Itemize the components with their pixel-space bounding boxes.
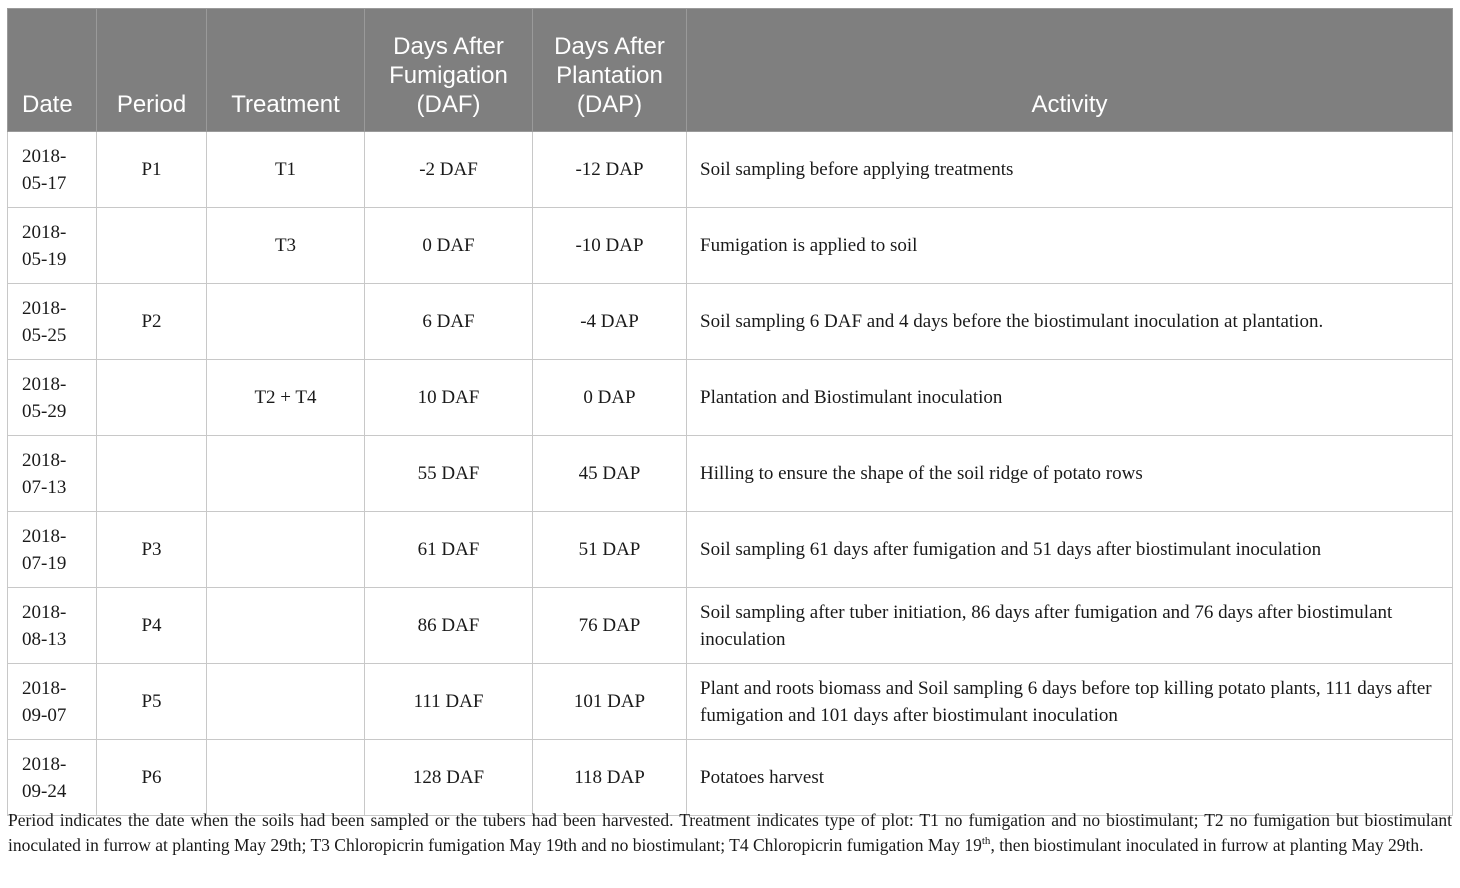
cell-period: P5 — [97, 664, 207, 740]
cell-date: 2018-05-17 — [8, 132, 97, 208]
table-footnote — [8, 808, 1452, 858]
cell-activity: Plantation and Biostimulant inoculation — [687, 360, 1453, 436]
cell-treatment: T3 — [207, 208, 365, 284]
footnote-superscript: th — [981, 835, 991, 848]
header-daf: Days After Fumigation (DAF) — [365, 9, 533, 132]
cell-date: 2018-08-13 — [8, 588, 97, 664]
cell-date: 2018-09-24 — [8, 740, 97, 816]
header-period: Period — [97, 9, 207, 132]
header-activity: Activity — [687, 9, 1453, 132]
cell-dap: 45 DAP — [533, 436, 687, 512]
table-row — [8, 208, 1453, 284]
table-row — [8, 436, 1453, 512]
footnote-text-part2: , then biostimulant inoculated in furrow at planting May 29th. — [990, 835, 1424, 855]
cell-daf: -2 DAF — [365, 132, 533, 208]
cell-daf: 128 DAF — [365, 740, 533, 816]
cell-dap: 118 DAP — [533, 740, 687, 816]
cell-dap: -4 DAP — [533, 284, 687, 360]
cell-activity: Potatoes harvest — [687, 740, 1453, 816]
cell-date: 2018-05-19 — [8, 208, 97, 284]
cell-treatment — [207, 740, 365, 816]
cell-date: 2018-07-13 — [8, 436, 97, 512]
cell-activity: Soil sampling after tuber initiation, 86 days after fumigation and 76 days after biostimulant inoculation — [687, 588, 1453, 664]
cell-daf: 0 DAF — [365, 208, 533, 284]
header-treatment: Treatment — [207, 9, 365, 132]
footnote-text-part1: Period indicates the date when the soils had been sampled or the tubers had been harvested. Treatment indicates type of plot: T1 no fumigation and no biostimulant; T2 no fumigation but biostimulant inoculated in furrow at planting May 29th; T3 Chloropicrin fumigation May 19th and no biostimulant; T4 Chloropicrin fumigation May 19 — [8, 810, 1452, 855]
cell-treatment — [207, 664, 365, 740]
cell-dap: -10 DAP — [533, 208, 687, 284]
cell-date: 2018-05-29 — [8, 360, 97, 436]
cell-treatment — [207, 436, 365, 512]
cell-activity: Soil sampling 61 days after fumigation and 51 days after biostimulant inoculation — [687, 512, 1453, 588]
cell-period: P2 — [97, 284, 207, 360]
cell-date: 2018-05-25 — [8, 284, 97, 360]
cell-daf: 111 DAF — [365, 664, 533, 740]
cell-dap: 51 DAP — [533, 512, 687, 588]
table-header — [8, 9, 1453, 132]
cell-period: P3 — [97, 512, 207, 588]
cell-activity: Soil sampling before applying treatments — [687, 132, 1453, 208]
table-row — [8, 512, 1453, 588]
cell-daf: 10 DAF — [365, 360, 533, 436]
header-date: Date — [8, 9, 97, 132]
table-row — [8, 740, 1453, 816]
table-row — [8, 284, 1453, 360]
cell-treatment: T2 + T4 — [207, 360, 365, 436]
schedule-table — [7, 8, 1453, 816]
table-row — [8, 132, 1453, 208]
cell-activity: Hilling to ensure the shape of the soil ridge of potato rows — [687, 436, 1453, 512]
cell-treatment — [207, 588, 365, 664]
table-row — [8, 588, 1453, 664]
table-row — [8, 664, 1453, 740]
cell-daf: 86 DAF — [365, 588, 533, 664]
cell-dap: 0 DAP — [533, 360, 687, 436]
cell-period: P4 — [97, 588, 207, 664]
header-row — [8, 9, 1453, 132]
cell-activity: Plant and roots biomass and Soil sampling 6 days before top killing potato plants, 111 days after fumigation and 101 days after biostimulant inoculation — [687, 664, 1453, 740]
table-row — [8, 360, 1453, 436]
cell-dap: 76 DAP — [533, 588, 687, 664]
table-body — [8, 132, 1453, 816]
cell-treatment — [207, 284, 365, 360]
cell-period: P1 — [97, 132, 207, 208]
cell-period: P6 — [97, 740, 207, 816]
cell-treatment: T1 — [207, 132, 365, 208]
cell-activity: Soil sampling 6 DAF and 4 days before the biostimulant inoculation at plantation. — [687, 284, 1453, 360]
cell-activity: Fumigation is applied to soil — [687, 208, 1453, 284]
cell-dap: -12 DAP — [533, 132, 687, 208]
cell-daf: 61 DAF — [365, 512, 533, 588]
cell-period — [97, 360, 207, 436]
cell-daf: 55 DAF — [365, 436, 533, 512]
header-dap: Days After Plantation (DAP) — [533, 9, 687, 132]
cell-period — [97, 436, 207, 512]
cell-dap: 101 DAP — [533, 664, 687, 740]
cell-date: 2018-07-19 — [8, 512, 97, 588]
cell-period — [97, 208, 207, 284]
cell-date: 2018-09-07 — [8, 664, 97, 740]
cell-treatment — [207, 512, 365, 588]
cell-daf: 6 DAF — [365, 284, 533, 360]
